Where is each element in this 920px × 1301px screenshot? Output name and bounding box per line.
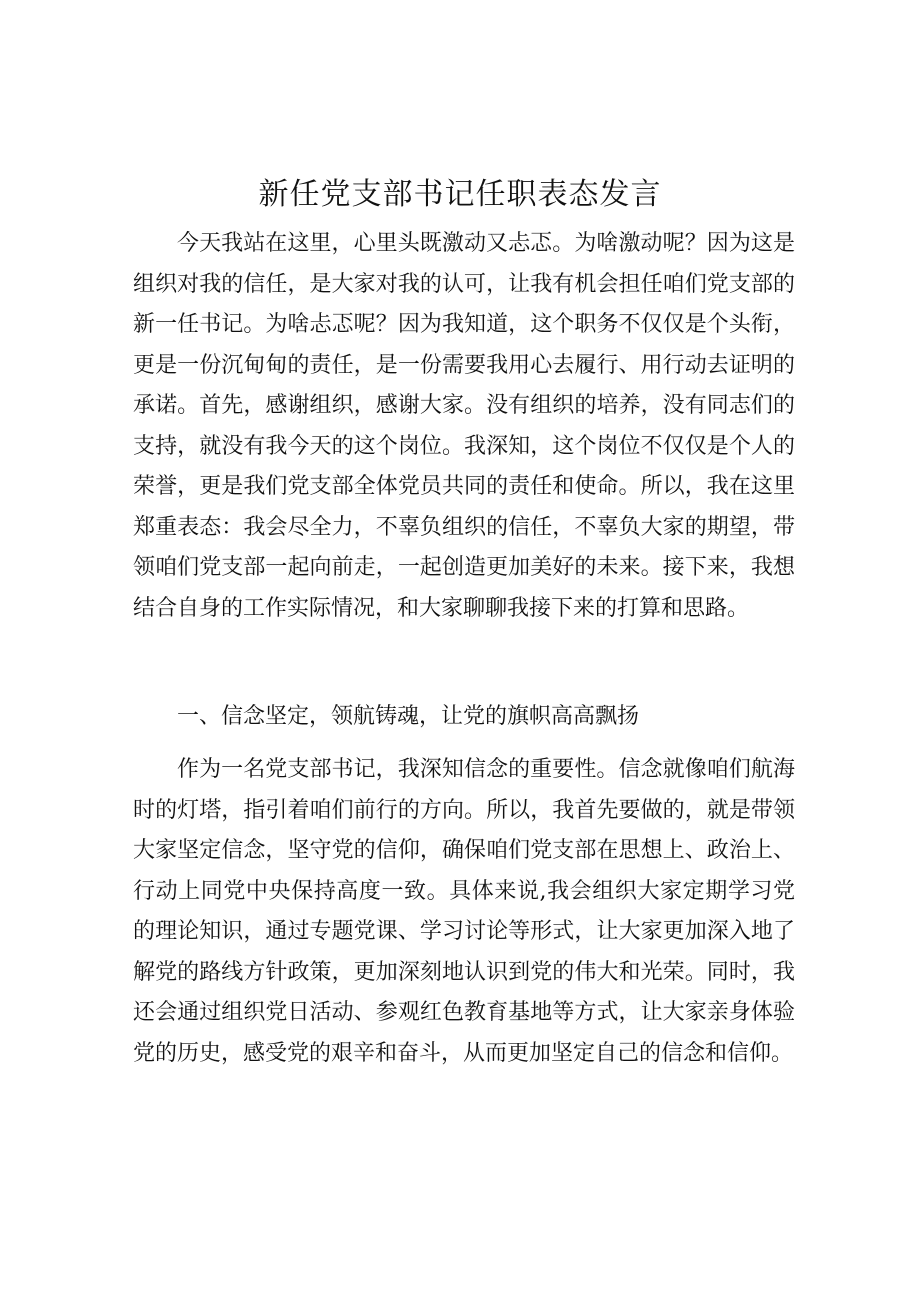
document-title: 新任党支部书记任职表态发言 [258,177,662,212]
section-heading: 一、信念坚定，领航铸魂，让党的旗帜高高飘扬 [177,704,640,729]
intro-paragraph: 今天我站在这里，心里头既激动又忐忑。为啥激动呢？因为这是组织对我的信任，是大家对我的认可，让我有机会担任咱们党支部的新一任书记。为啥忐忑呢？因为我知道，这个职务不仅仅是个头衔，更是一份沉甸甸的责任，是一份需要我用心去履行、用行动去证明的承诺。首先，感谢组织，感谢大家。没有组织的培养，没有同志们的支持，就没有我今天的这个岗位。我深知，这个岗位不仅仅是个人的荣誉，更是我们党支部全体党员共同的责任和使命。所以，我在这里郑重表态：我会尽全力，不辜负组织的信任，不辜负大家的期望，带领咱们党支部一起向前走，一起创造更加美好的未来。接下来，我想结合自身的工作实际情况，和大家聊聊我接下来的打算和思路。 [133,231,795,621]
section-paragraph: 作为一名党支部书记，我深知信念的重要性。信念就像咱们航海时的灯塔，指引着咱们前行的方向。所以，我首先要做的，就是带领大家坚定信念，坚守党的信仰，确保咱们党支部在思想上、政治上、行动上同党中央保持高度一致。具体来说,我会组织大家定期学习党的理论知识，通过专题党课、学习讨论等形式，让大家更加深入地了解党的路线方针政策，更加深刻地认识到党的伟大和光荣。同时，我还会通过组织党日活动、参观红色教育基地等方式，让大家亲身体验党的历史，感受党的艰辛和奋斗，从而更加坚定自己的信念和信仰。 [133,757,795,1066]
